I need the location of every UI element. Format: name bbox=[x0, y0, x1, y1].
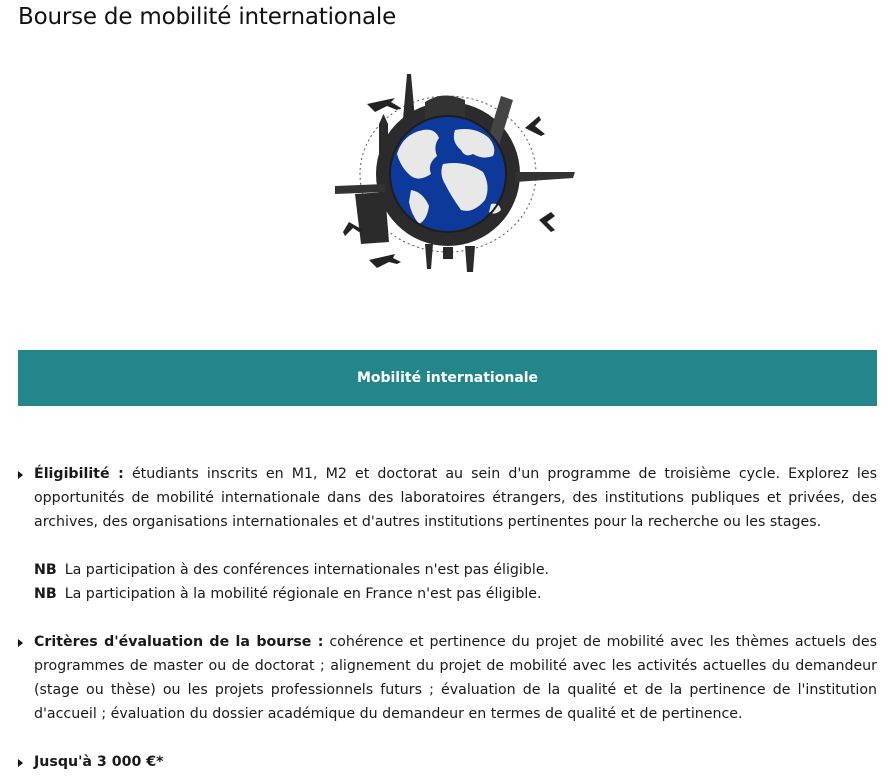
eligibility-label: Éligibilité : bbox=[34, 466, 124, 482]
bullet-icon bbox=[18, 759, 23, 767]
globe-travel-landmarks-icon bbox=[315, 64, 580, 279]
bullet-icon bbox=[18, 639, 23, 647]
note-text: La participation à la mobilité régionale en France n'est pas éligible. bbox=[64, 586, 542, 602]
amount-item bbox=[18, 750, 877, 774]
notes bbox=[18, 558, 877, 606]
content bbox=[18, 462, 877, 774]
note-tag: NB bbox=[34, 562, 57, 578]
eligibility-item bbox=[18, 462, 877, 534]
bullet-icon bbox=[18, 471, 23, 479]
page-title: Bourse de mobilité internationale bbox=[18, 4, 397, 30]
criteria-item bbox=[18, 630, 877, 726]
section-banner-label: Mobilité internationale bbox=[356, 370, 539, 386]
amount-label: Jusqu'à 3 000 €* bbox=[34, 754, 164, 770]
note-item bbox=[34, 582, 877, 606]
section-banner bbox=[18, 350, 877, 406]
criteria-text: cohérence et pertinence du projet de mobilité avec les thèmes actuels des programmes de master ou de doctorat ; alignement du projet de mobilité avec les activités actuelles du demandeur (stage ou thèse) ou les projets professionnels futurs ; évaluation de la qualité et de la pertinence de l'institution d'accueil ; évaluation du dossier académique du demandeur en termes de qualité et de pertinence. bbox=[34, 634, 877, 722]
note-item bbox=[34, 558, 877, 582]
hero-illustration bbox=[315, 64, 580, 279]
note-text: La participation à des conférences internationales n'est pas éligible. bbox=[64, 562, 550, 578]
note-tag: NB bbox=[34, 586, 57, 602]
criteria-label: Critères d'évaluation de la bourse : bbox=[34, 634, 324, 650]
eligibility-text: étudiants inscrits en M1, M2 et doctorat au sein d'un programme de troisième cycle. Explorez les opportunités de mobilité internationale dans des laboratoires étrangers, des institutions publiques et privées, des archives, des organisations internationales et d'autres institutions pertinentes pour la recherche ou les stages. bbox=[34, 466, 877, 530]
